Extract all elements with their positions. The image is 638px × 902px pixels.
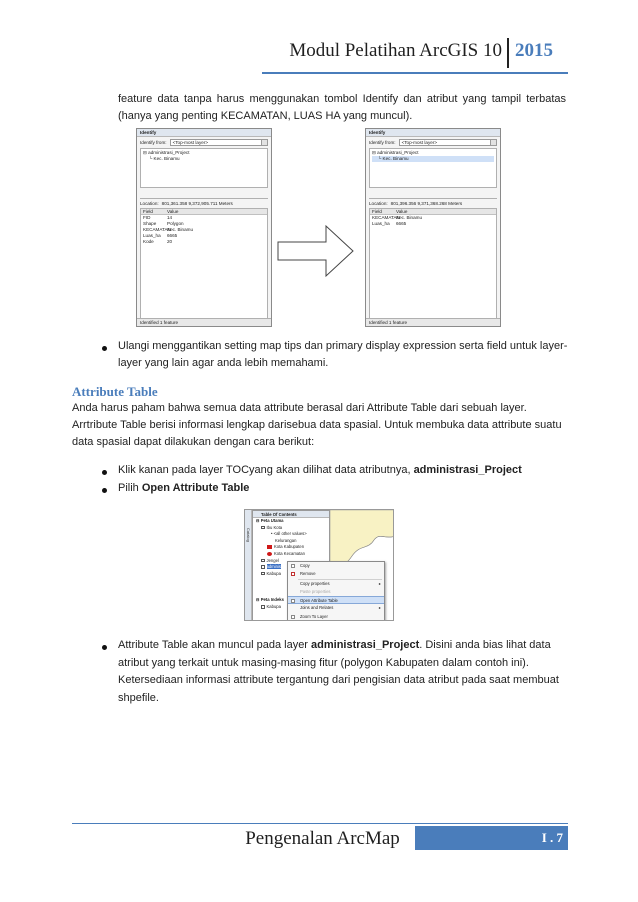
identify-status: Identified 1 feature — [366, 318, 500, 326]
grid-row: Shape Polygon — [143, 221, 184, 226]
toc-screenshot — [244, 509, 394, 621]
toc-item[interactable]: Kabupa — [253, 604, 329, 611]
bullet — [102, 488, 107, 493]
toc-item-administrasi[interactable]: adminis — [253, 564, 329, 571]
menu-item-copy-properties[interactable]: Copy properties ▸ — [288, 580, 384, 588]
grid-row: Kode 20 — [143, 239, 173, 244]
header-divider — [507, 38, 509, 68]
step-2: Pilih Open Attribute Table — [118, 482, 250, 494]
footer-title: Pengenalan ArcMap — [245, 828, 400, 849]
page-number: I . 7 — [541, 830, 563, 845]
tree-child[interactable]: └ Kec. Binamu — [372, 156, 494, 162]
identify-grid — [369, 208, 497, 327]
toc-item[interactable]: Jengel — [253, 558, 329, 565]
identify-titlebar: Identify — [366, 129, 500, 137]
identify-tree — [140, 148, 268, 188]
identify-tree — [369, 148, 497, 188]
table-icon — [291, 599, 295, 603]
toc-item: Kota Kecamatan — [253, 551, 329, 558]
tree-root[interactable]: ⊟ administrasi_Project — [372, 150, 419, 155]
identify-status: Identified 1 feature — [137, 318, 271, 326]
identify-window-right — [365, 128, 501, 327]
header-title: Modul Pelatihan ArcGIS 10 — [289, 40, 502, 61]
toc-item[interactable]: ⊟ Peta Indeks — [256, 597, 284, 603]
section-paragraph: Anda harus paham bahwa semua data attribute berasal dari Attribute Table dari sebuah layer. Arrtribute Table berisi informasi lengkap darisebua data spasial. Untuk membuka data attribute suatu data spasial dapat dilakukan dengan cara berikut: — [72, 402, 562, 448]
toc-item: Kota Kabupaten — [253, 544, 329, 551]
chevron-down-icon[interactable] — [490, 140, 496, 145]
context-menu — [287, 561, 385, 621]
bullet-text: Ulangi menggantikan setting map tips dan primary display expression serta field untuk layer-layer yang lain agar anda lebih memahami. — [118, 340, 568, 369]
toc-title: Table Of Contents — [253, 511, 329, 518]
location-label: Location: — [369, 201, 388, 206]
grid-header: Field Value — [370, 209, 496, 215]
toc-item[interactable]: Kabupa — [253, 571, 329, 578]
chevron-down-icon[interactable] — [261, 140, 267, 145]
identify-from-select[interactable] — [399, 139, 497, 146]
location-value: 801,361.358 9,372,905.711 Meters — [161, 201, 233, 206]
identify-from-label: Identify from: — [140, 140, 167, 145]
chevron-right-icon: ▸ — [378, 580, 381, 586]
menu-command: Open Attribute Table — [141, 482, 250, 494]
header-year: 2015 — [515, 40, 553, 61]
section-heading: Attribute Table — [72, 384, 158, 399]
identify-from-value: <Top-most layer> — [401, 140, 438, 145]
menu-item-remove[interactable]: Remove — [288, 570, 384, 578]
menu-item-zoom-to-layer[interactable]: Zoom To Layer — [288, 613, 384, 621]
layer-name: administrasi_Project — [311, 639, 420, 651]
copy-icon — [291, 564, 295, 568]
final-bullet-text: Attribute Table akan muncul pada layer administrasi_Project. Disini anda bias lihat data atribut yang terkait untuk masing-masing fitur (polygon Kabupaten dalam contoh ini). Ketersediaan informasi attribute tergantung dari pengisian data atribut pada saat membuat shpefile. — [118, 639, 559, 704]
grid-row: Luas_ha 6665 — [372, 221, 407, 226]
side-tab-label: Catalog — [246, 528, 251, 542]
zoom-icon — [291, 615, 295, 619]
bullet — [102, 346, 107, 351]
grid-row: KECAMATAN Kec. Binamu — [372, 215, 423, 220]
toc-item[interactable]: ⊟ Peta Utama — [256, 518, 284, 523]
grid-row: FID 14 — [143, 215, 173, 220]
menu-item-copy[interactable]: Copy — [288, 562, 384, 570]
grid-row: Luas_ha 6665 — [143, 233, 178, 238]
footer-rule — [72, 823, 568, 824]
tree-root[interactable]: ⊟ administrasi_Project — [143, 150, 190, 155]
identify-window-left — [136, 128, 272, 327]
toc-item[interactable]: Ibu Kota — [253, 525, 329, 532]
header-rule — [262, 72, 568, 74]
right-arrow-icon — [276, 222, 356, 280]
layer-name: administrasi_Project — [413, 464, 522, 476]
remove-icon — [291, 572, 295, 576]
location-value: 801,396.356 9,371,368.268 Meters — [390, 201, 463, 206]
identify-from-select[interactable] — [170, 139, 268, 146]
toc-item: Kelurangan — [275, 537, 297, 543]
identify-grid — [140, 208, 268, 327]
menu-item-paste-properties: Paste properties — [300, 588, 331, 594]
location-label: Location: — [140, 201, 159, 206]
tree-child[interactable]: └ Kec. Binamu — [149, 156, 180, 161]
step-1: Klik kanan pada layer TOCyang akan dilihat data atributnya, administrasi_Project — [118, 464, 522, 476]
chevron-right-icon: ▸ — [378, 605, 381, 611]
side-tab[interactable] — [245, 510, 252, 621]
toc-item: • <all other values> — [271, 531, 307, 537]
grid-header: Field Value — [141, 209, 267, 215]
identify-from-value: <Top-most layer> — [172, 140, 209, 145]
menu-item-open-attribute-table[interactable]: Open Attribute Table — [288, 596, 384, 604]
identify-from-label: Identify from: — [369, 140, 396, 145]
identify-titlebar: Identify — [137, 129, 271, 137]
bullet — [102, 470, 107, 475]
intro-paragraph: feature data tanpa harus menggunakan tombol Identify dan atribut yang tampil terbatas (hanya yang penting KECAMATAN, LUAS HA yang muncul). — [118, 93, 566, 122]
bullet — [102, 645, 107, 650]
grid-row: KECAMATAN Kec. Binamu — [143, 227, 194, 232]
menu-item-joins-relates[interactable]: Joins and Relates ▸ — [288, 604, 384, 612]
